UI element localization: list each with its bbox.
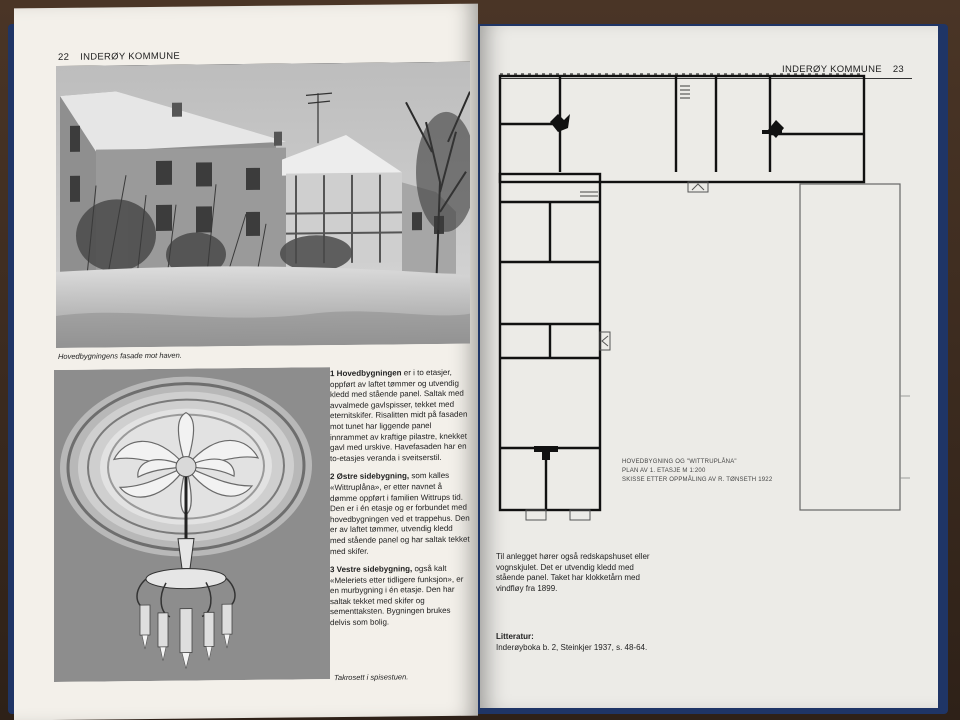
house-photo <box>56 62 470 348</box>
plan-caption-line-2: PLAN AV 1. ETASJE M 1:200 <box>622 468 706 474</box>
left-page <box>14 4 478 720</box>
literature-heading: Litteratur: <box>496 632 534 641</box>
paragraph-3-heading: 3 Vestre sidebygning, <box>330 564 413 575</box>
right-header-title: INDERØY KOMMUNE <box>782 64 882 75</box>
paragraph-1-heading: 1 Hovedbygningen <box>330 368 402 379</box>
house-photo-caption: Hovedbygningens fasade mot haven. <box>58 350 182 361</box>
ceiling-rosette-photo <box>54 367 330 682</box>
plan-caption-line-1: HOVEDBYGNING OG "WITTRUPLÅNA" <box>622 459 737 465</box>
left-running-head <box>58 51 180 63</box>
paragraph-3-text: også kalt «Meleriets etter tidligere funksjon», er en murbygning i én etasje. Den har saltak tekket med skifer og sementtaksten. Bygningen brukes delvis som bolig. <box>330 563 464 628</box>
plan-caption-line-3: SKISSE ETTER OPPMÅLING AV R. TØNSETH 1922 <box>622 477 773 483</box>
paragraph-1-text: er i to etasjer, oppført av laftet tømmer og utvendig kledd med stående panel. Saltak med avvalmede gavlspisser, tekket med eternitskifer. Risalitten midt på fasaden mot tunet har liggende panel innrammet av kraftige pilastre, knekket gavl med urskive. Havefasaden har en to-etasjes veranda i sveitserstil. <box>330 367 468 463</box>
literature-block <box>496 632 656 653</box>
left-header-title: INDERØY KOMMUNE <box>80 50 180 63</box>
floor-plan-caption <box>622 458 772 485</box>
rosette-photo-caption: Takrosett i spisestuen. <box>334 672 409 683</box>
paragraph-3 <box>330 564 470 629</box>
right-page-number: 23 <box>892 64 904 75</box>
right-page <box>480 26 938 708</box>
paragraph-2-text: som kalles «Wittruplåna», er etter navnet å dømme oppført i familien Wittrups tid. Den er i én etasje og er forbundet med hovedbygningen ved et trappehus. Den er av laftet tømmer, utvendig kledd med stående panel og har saltak tekket med skifer. <box>330 471 470 556</box>
paragraph-2-heading: 2 Østre sidebygning, <box>330 471 410 482</box>
right-body-text: Til anlegget hører også redskapshuset eller vognskjulet. Det er utvendig kledd med stående panel. Taket har klokketårn med vindfløy fra 1899. <box>496 552 650 593</box>
left-page-number: 22 <box>58 51 70 63</box>
paragraph-2 <box>330 471 470 557</box>
literature-text: Inderøyboka b. 2, Steinkjer 1937, s. 48-64. <box>496 642 648 652</box>
paragraph-1 <box>330 368 470 465</box>
left-body-text <box>330 368 470 637</box>
